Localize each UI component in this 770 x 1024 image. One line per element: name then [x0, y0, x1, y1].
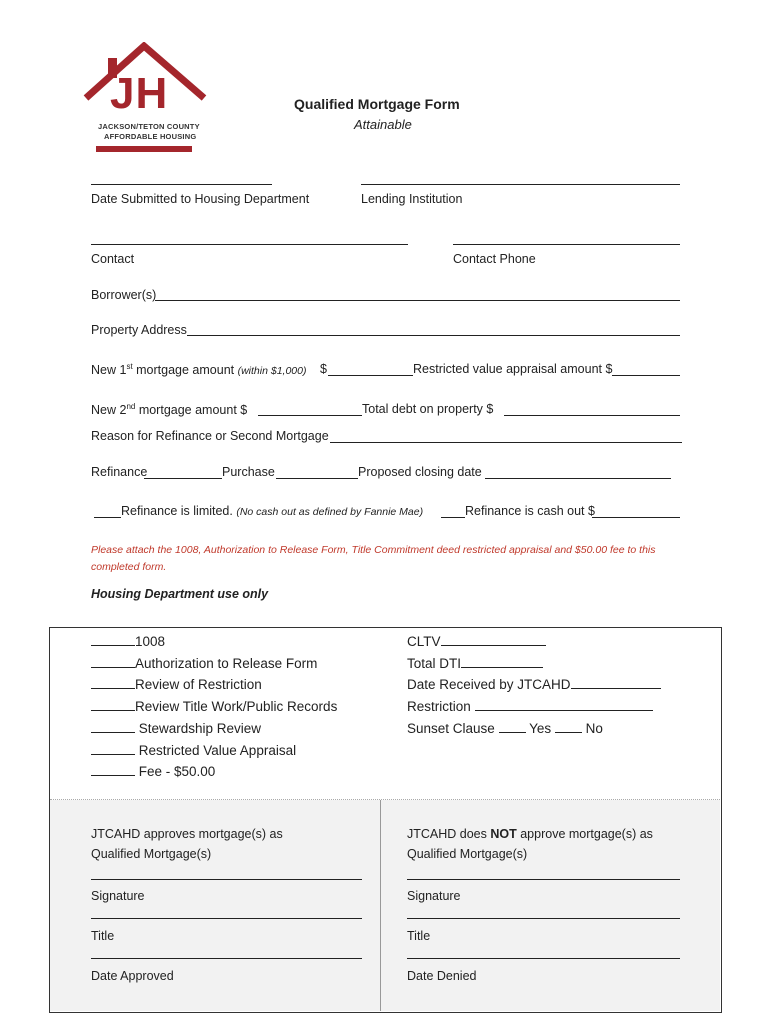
- reason-line[interactable]: [330, 442, 682, 443]
- check-blank[interactable]: [91, 633, 135, 646]
- checklist-item[interactable]: [91, 696, 337, 718]
- new-second-sup: nd: [126, 402, 136, 411]
- checklist-item[interactable]: [91, 631, 337, 653]
- logo-bar: [96, 146, 192, 152]
- refi-cash-out-check-line[interactable]: [441, 517, 465, 518]
- approval-divider: [380, 800, 381, 1011]
- approve-title-line[interactable]: [91, 918, 362, 919]
- approve-date-label: Date Approved: [91, 969, 174, 983]
- checklist-item[interactable]: [91, 740, 337, 762]
- checklist-label: Review Title Work/Public Records: [135, 699, 338, 715]
- contact-phone-line[interactable]: [453, 244, 680, 245]
- logo-line1: JACKSON/TETON COUNTY: [98, 122, 200, 131]
- checklist-label: Stewardship Review: [135, 720, 262, 736]
- sunset-no-label: No: [581, 720, 603, 736]
- deny-line2: Qualified Mortgage(s): [407, 847, 528, 861]
- box-separator: [50, 799, 720, 800]
- checklist-label: Review of Restriction: [135, 677, 262, 693]
- new-second-mortgage-label: [91, 402, 247, 417]
- cltv-row[interactable]: [407, 631, 661, 653]
- sunset-yes-label: Yes: [525, 720, 555, 736]
- new-second-suffix: mortgage amount $: [135, 403, 248, 418]
- new-second-amount-line[interactable]: [258, 415, 362, 416]
- lending-institution-label: Lending Institution: [361, 192, 463, 206]
- approve-line1: JTCAHD approves mortgage(s) as: [91, 827, 283, 841]
- restriction-row[interactable]: [407, 696, 661, 718]
- approve-line2: Qualified Mortgage(s): [91, 847, 212, 861]
- purchase-label: Purchase: [222, 465, 275, 479]
- refi-cash-out-label: Refinance is cash out $: [465, 504, 595, 518]
- check-blank[interactable]: [91, 698, 135, 711]
- proposed-closing-label: Proposed closing date: [358, 465, 482, 479]
- form-title: Qualified Mortgage Form: [294, 96, 460, 112]
- refi-limited-text: Refinance is limited.: [121, 504, 237, 518]
- deny-date-line[interactable]: [407, 958, 680, 959]
- deny-title-line[interactable]: [407, 918, 680, 919]
- total-dti-label: Total DTI: [407, 655, 462, 671]
- refinance-line[interactable]: [144, 478, 222, 479]
- new-first-mortgage-label: [91, 362, 306, 377]
- checklist-item[interactable]: [91, 718, 337, 740]
- logo-letters: JH: [110, 69, 169, 118]
- lending-institution-line[interactable]: [361, 184, 680, 185]
- logo: [82, 42, 210, 154]
- deny-date-label: Date Denied: [407, 969, 477, 983]
- total-dti-blank[interactable]: [461, 655, 543, 668]
- housing-use-only-heading: Housing Department use only: [91, 587, 269, 601]
- sunset-yes-blank[interactable]: [499, 720, 526, 733]
- sunset-clause-row: [407, 718, 661, 740]
- proposed-closing-line[interactable]: [485, 478, 671, 479]
- deny-line1: [407, 827, 653, 841]
- checklist-item[interactable]: [91, 761, 337, 783]
- check-blank[interactable]: [91, 742, 135, 755]
- new-second-prefix: New 2: [91, 403, 127, 418]
- restriction-blank[interactable]: [475, 698, 653, 711]
- approve-signature-label: Signature: [91, 889, 145, 903]
- check-blank[interactable]: [91, 720, 135, 733]
- property-address-line[interactable]: [187, 335, 680, 336]
- borrowers-label: Borrower(s): [91, 288, 157, 302]
- checklist-label: 1008: [135, 634, 166, 649]
- restriction-label: Restriction: [407, 699, 475, 715]
- property-address-label: Property Address: [91, 323, 187, 337]
- new-first-sup: st: [126, 362, 133, 371]
- date-received-blank[interactable]: [571, 676, 661, 689]
- refi-limited-check-line[interactable]: [94, 517, 121, 518]
- check-blank[interactable]: [91, 676, 135, 689]
- deny-signature-label: Signature: [407, 889, 461, 903]
- refi-limited-label: [121, 504, 423, 518]
- checklist-left: [91, 631, 337, 783]
- purchase-line[interactable]: [276, 478, 358, 479]
- checklist-item[interactable]: [91, 653, 337, 675]
- check-blank[interactable]: [91, 763, 135, 776]
- refinance-label: Refinance: [91, 465, 148, 479]
- deny-not: NOT: [490, 827, 517, 841]
- restricted-value-line[interactable]: [612, 375, 680, 376]
- checklist-label: Authorization to Release Form: [135, 655, 318, 671]
- reason-label: Reason for Refinance or Second Mortgage: [91, 429, 329, 443]
- borrowers-line[interactable]: [155, 300, 680, 301]
- deny-title-label: Title: [407, 929, 431, 943]
- date-submitted-line[interactable]: [91, 184, 272, 185]
- form-subtitle: Attainable: [354, 117, 412, 132]
- checklist-label: Fee - $50.00: [135, 764, 216, 780]
- cltv-label: CLTV: [407, 634, 441, 649]
- new-first-suffix: mortgage amount: [132, 363, 238, 378]
- sunset-clause-label: Sunset Clause: [407, 720, 499, 736]
- contact-phone-label: Contact Phone: [453, 252, 536, 266]
- checklist-item[interactable]: [91, 674, 337, 696]
- contact-label: Contact: [91, 252, 135, 266]
- approve-title-label: Title: [91, 929, 115, 943]
- contact-line[interactable]: [91, 244, 408, 245]
- cltv-blank[interactable]: [441, 633, 546, 646]
- new-first-note: (within $1,000): [237, 365, 307, 378]
- check-blank[interactable]: [91, 655, 135, 668]
- new-first-prefix: New 1: [91, 363, 127, 378]
- approve-date-line[interactable]: [91, 958, 362, 959]
- deny-line1-b: approve mortgage(s) as: [516, 827, 653, 841]
- checklist-label: Restricted Value Appraisal: [135, 742, 297, 758]
- deny-signature-line[interactable]: [407, 879, 680, 880]
- total-dti-row[interactable]: [407, 653, 661, 675]
- new-first-amount-line[interactable]: [328, 375, 413, 376]
- date-received-row[interactable]: [407, 674, 661, 696]
- refi-cash-out-line[interactable]: [592, 517, 680, 518]
- refi-limited-note: (No cash out as defined by Fannie Mae): [236, 506, 424, 518]
- logo-line2: AFFORDABLE HOUSING: [104, 132, 197, 141]
- approve-signature-line[interactable]: [91, 879, 362, 880]
- date-received-label: Date Received by JTCAHD: [407, 677, 571, 693]
- sunset-no-blank[interactable]: [555, 720, 582, 733]
- total-debt-line[interactable]: [504, 415, 680, 416]
- total-debt-label: Total debt on property $: [362, 402, 494, 416]
- date-submitted-label: Date Submitted to Housing Department: [91, 192, 310, 206]
- checklist-right: [407, 631, 661, 740]
- deny-line1-a: JTCAHD does: [407, 827, 491, 841]
- restricted-value-label: Restricted value appraisal amount $: [413, 362, 613, 376]
- new-first-dollar: $: [320, 362, 327, 376]
- attachment-note: Please attach the 1008, Authorization to Release Form, Title Commitment deed restricted appraisal and $50.00 fee to this completed form.: [91, 544, 656, 573]
